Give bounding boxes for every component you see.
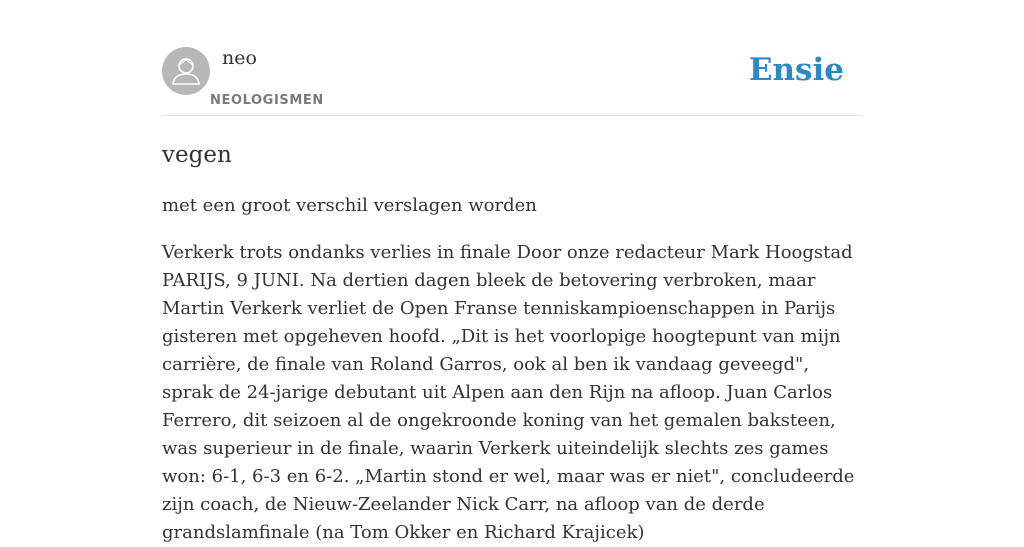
site-logo[interactable]: Ensie (748, 52, 844, 88)
entry-header (162, 46, 862, 116)
entry-example: Verkerk trots ondanks verlies in finale Door onze redacteur Mark Hoogstad PARIJS, 9 JUNI. Na dertien dagen bleek de betovering verbroken, maar Martin Verkerk verliet de Open Franse tenniskampioenschappen in Parijs gisteren met opgeheven hoofd. „Dit is het voorlopige hoogtepunt van mijn carrière, de finale van Roland Garros, ook al ben ik vandaag geveegd", sprak de 24-jarige debutant uit Alpen aan den Rijn na afloop. Juan Carlos Ferrero, dit seizoen al de ongekroonde koning van het gemalen baksteen, was superieur in de finale, waarin Verkerk uiteindelijk slechts zes games won: 6-1, 6-3 en 6-2. „Martin stond er wel, maar was er niet", concludeerde zijn coach, de Nieuw-Zeelander Nick Carr, na afloop van de derde grandslamfinale (na Tom Okker en Richard Krajicek) (162, 242, 855, 543)
dictionary-name[interactable]: NEOLOGISMEN (210, 93, 324, 108)
user-silhouette-icon (162, 47, 210, 95)
entry-page (162, 0, 862, 543)
entry-word: vegen (162, 142, 232, 168)
username[interactable]: neo (222, 47, 257, 69)
avatar[interactable] (162, 47, 210, 95)
entry-definition: met een groot verschil verslagen worden (162, 195, 537, 216)
